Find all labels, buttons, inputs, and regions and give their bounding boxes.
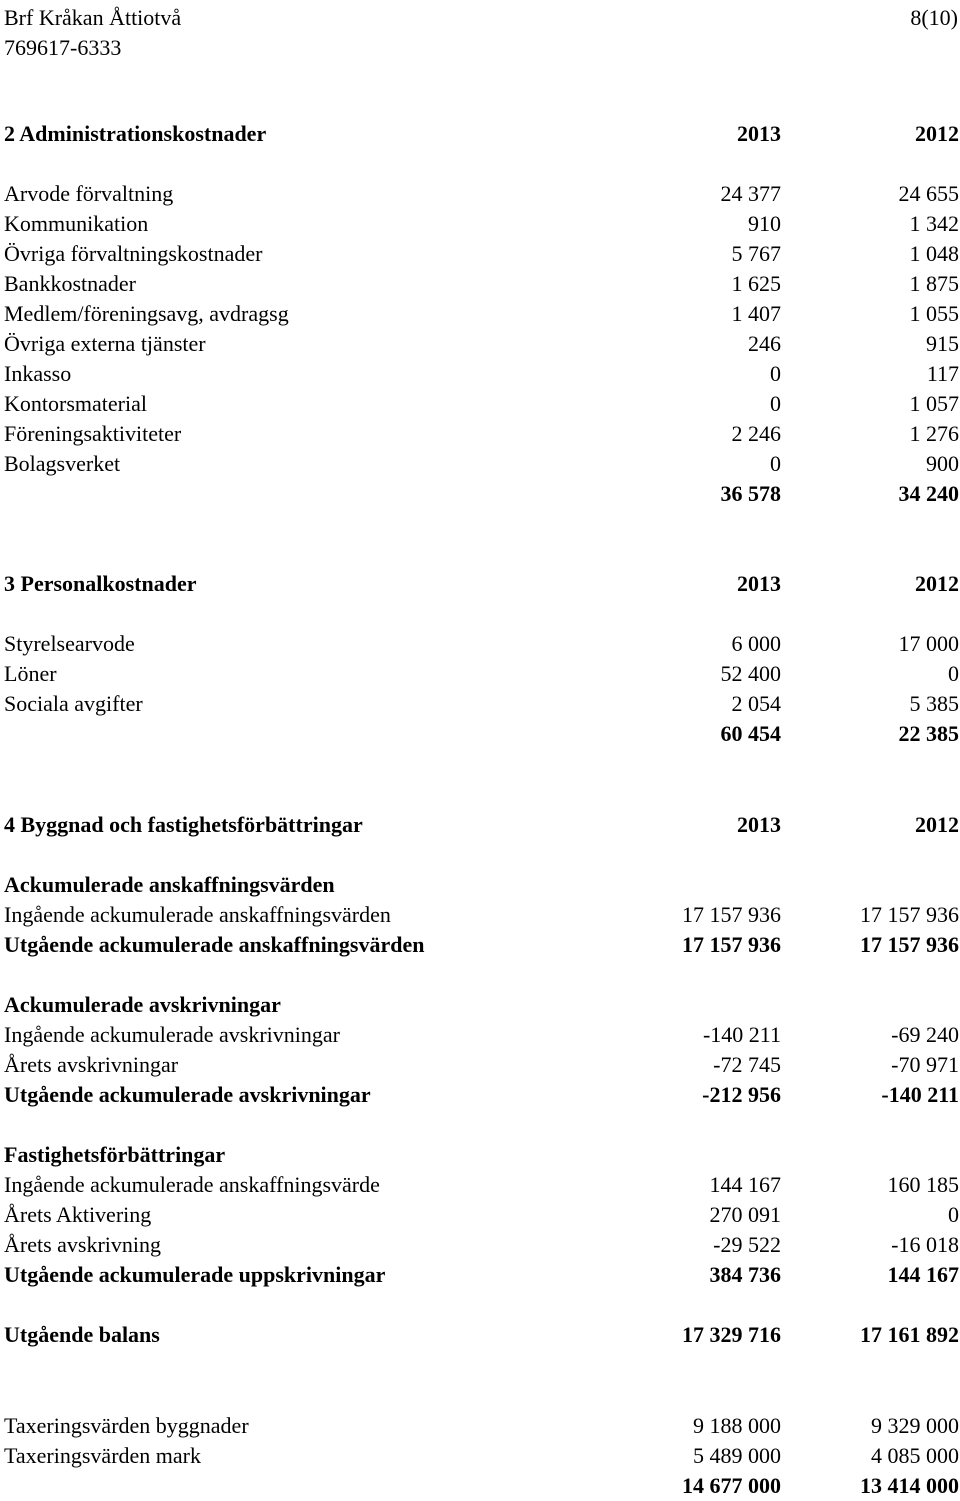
table-row	[0, 179, 960, 209]
row-label: Taxeringsvärden mark	[4, 1443, 201, 1468]
table-row	[0, 1050, 960, 1080]
section-title-row	[0, 569, 960, 599]
table-row	[0, 1411, 960, 1441]
table-row	[0, 629, 960, 659]
table-row	[0, 659, 960, 689]
table-row	[0, 419, 960, 449]
value-2013: 1 407	[731, 301, 781, 326]
value-2013: 0	[770, 391, 781, 416]
value-2013: 17 157 936	[682, 902, 781, 927]
subheading-row	[0, 1140, 960, 1170]
table-row	[0, 209, 960, 239]
value-2013: 5 489 000	[693, 1443, 781, 1468]
value-2012: 1 048	[909, 241, 959, 266]
total-row	[0, 479, 960, 509]
table-row	[0, 239, 960, 269]
section-title: 3 Personalkostnader	[4, 571, 197, 596]
value-2012: 1 342	[909, 211, 959, 236]
total-row	[0, 719, 960, 749]
value-2013: 6 000	[731, 631, 781, 656]
row-label: Kommunikation	[4, 211, 149, 236]
row-label: Ingående ackumulerade anskaffningsvärde	[4, 1172, 380, 1197]
subheading-depreciation: Ackumulerade avskrivningar	[4, 992, 281, 1017]
table-row	[0, 1260, 960, 1290]
year-header-2012: 2012	[915, 812, 959, 837]
page-number: 8(10)	[910, 5, 958, 30]
row-label: Utgående ackumulerade anskaffningsvärden	[4, 932, 425, 957]
subheading-row	[0, 870, 960, 900]
table-row	[0, 689, 960, 719]
section-title-row	[0, 119, 960, 149]
section-title: 2 Administrationskostnader	[4, 121, 267, 146]
value-2013: 17 157 936	[682, 932, 781, 957]
table-row	[0, 1020, 960, 1050]
value-2013: 270 091	[709, 1202, 781, 1227]
value-2013: 0	[770, 451, 781, 476]
table-row	[0, 299, 960, 329]
table-row	[0, 1080, 960, 1110]
row-label: Bolagsverket	[4, 451, 121, 476]
value-2012: -140 211	[881, 1082, 959, 1107]
row-label: Bankkostnader	[4, 271, 136, 296]
row-label: Årets avskrivning	[4, 1232, 162, 1257]
value-2012: 0	[948, 661, 959, 686]
table-row	[0, 1200, 960, 1230]
value-2013: 246	[748, 331, 781, 356]
value-2012: 17 157 936	[860, 932, 959, 957]
row-label: Årets Aktivering	[4, 1202, 152, 1227]
value-2012: 5 385	[909, 691, 959, 716]
value-2013: 5 767	[731, 241, 781, 266]
table-row	[0, 1441, 960, 1471]
tax-values	[0, 1411, 960, 1501]
row-label: Utgående balans	[4, 1322, 160, 1347]
table-row	[0, 359, 960, 389]
total-2013: 14 677 000	[682, 1473, 781, 1498]
row-label: Styrelsearvode	[4, 631, 135, 656]
org-number: 769617-6333	[4, 35, 122, 60]
note-3-personnel	[0, 569, 960, 749]
value-2012: 1 057	[909, 391, 959, 416]
value-2012: 24 655	[898, 181, 959, 206]
row-label: Årets avskrivningar	[4, 1052, 179, 1077]
row-label: Utgående ackumulerade uppskrivningar	[4, 1262, 386, 1287]
row-label: Övriga förvaltningskostnader	[4, 241, 263, 266]
value-2013: -212 956	[702, 1082, 781, 1107]
value-2013: -140 211	[702, 1022, 781, 1047]
value-2013: 9 188 000	[693, 1413, 781, 1438]
row-label: Kontorsmaterial	[4, 391, 147, 416]
total-row	[0, 1471, 960, 1501]
note-4-building	[0, 810, 960, 1350]
total-2013: 36 578	[720, 481, 781, 506]
value-2013: 2 054	[731, 691, 781, 716]
value-2012: 1 875	[909, 271, 959, 296]
value-2012: 1 055	[909, 301, 959, 326]
value-2013: 1 625	[731, 271, 781, 296]
total-2013: 60 454	[720, 721, 781, 746]
value-2013: 2 246	[731, 421, 781, 446]
subheading-row	[0, 990, 960, 1020]
value-2012: 17 161 892	[860, 1322, 959, 1347]
section-title-row	[0, 810, 960, 840]
value-2012: -69 240	[891, 1022, 959, 1047]
value-2012: -70 971	[891, 1052, 959, 1077]
table-row	[0, 1230, 960, 1260]
note-2-administration	[0, 119, 960, 509]
value-2013: 52 400	[720, 661, 781, 686]
row-label: Arvode förvaltning	[4, 181, 174, 206]
table-row	[0, 329, 960, 359]
table-row	[0, 900, 960, 930]
row-label: Föreningsaktiviteter	[4, 421, 182, 446]
value-2012: 1 276	[909, 421, 959, 446]
value-2012: 9 329 000	[871, 1413, 959, 1438]
row-label: Inkasso	[4, 361, 72, 386]
value-2012: 0	[948, 1202, 959, 1227]
value-2012: 900	[926, 451, 959, 476]
org-name: Brf Kråkan Åttiotvå	[4, 5, 182, 30]
table-row	[0, 449, 960, 479]
row-label: Utgående ackumulerade avskrivningar	[4, 1082, 371, 1107]
table-row	[0, 1170, 960, 1200]
value-2013: 24 377	[720, 181, 781, 206]
value-2012: -16 018	[891, 1232, 959, 1257]
value-2013: 0	[770, 361, 781, 386]
value-2013: -29 522	[713, 1232, 781, 1257]
year-header-2012: 2012	[915, 121, 959, 146]
row-label: Ingående ackumulerade anskaffningsvärden	[4, 902, 391, 927]
table-row	[0, 930, 960, 960]
value-2013: 910	[748, 211, 781, 236]
total-2012: 13 414 000	[860, 1473, 959, 1498]
subheading-improvements: Fastighetsförbättringar	[4, 1142, 226, 1167]
year-header-2013: 2013	[737, 121, 781, 146]
value-2013: -72 745	[713, 1052, 781, 1077]
value-2012: 17 157 936	[860, 902, 959, 927]
value-2012: 117	[926, 361, 959, 386]
value-2013: 17 329 716	[682, 1322, 781, 1347]
balance-row	[0, 1320, 960, 1350]
row-label: Övriga externa tjänster	[4, 331, 206, 356]
page-header-left	[4, 3, 181, 63]
value-2012: 160 185	[887, 1172, 959, 1197]
table-row	[0, 269, 960, 299]
value-2012: 4 085 000	[871, 1443, 959, 1468]
row-label: Sociala avgifter	[4, 691, 143, 716]
value-2012: 915	[926, 331, 959, 356]
year-header-2013: 2013	[737, 812, 781, 837]
row-label: Löner	[4, 661, 57, 686]
value-2012: 144 167	[887, 1262, 959, 1287]
section-title: 4 Byggnad och fastighetsförbättringar	[4, 812, 363, 837]
row-label: Medlem/föreningsavg, avdragsg	[4, 301, 289, 326]
value-2013: 384 736	[709, 1262, 781, 1287]
total-2012: 34 240	[898, 481, 959, 506]
year-header-2013: 2013	[737, 571, 781, 596]
value-2013: 144 167	[709, 1172, 781, 1197]
table-row	[0, 389, 960, 419]
row-label: Ingående ackumulerade avskrivningar	[4, 1022, 340, 1047]
subheading-acquisition: Ackumulerade anskaffningsvärden	[4, 872, 335, 897]
year-header-2012: 2012	[915, 571, 959, 596]
total-2012: 22 385	[898, 721, 959, 746]
value-2012: 17 000	[898, 631, 959, 656]
row-label: Taxeringsvärden byggnader	[4, 1413, 249, 1438]
